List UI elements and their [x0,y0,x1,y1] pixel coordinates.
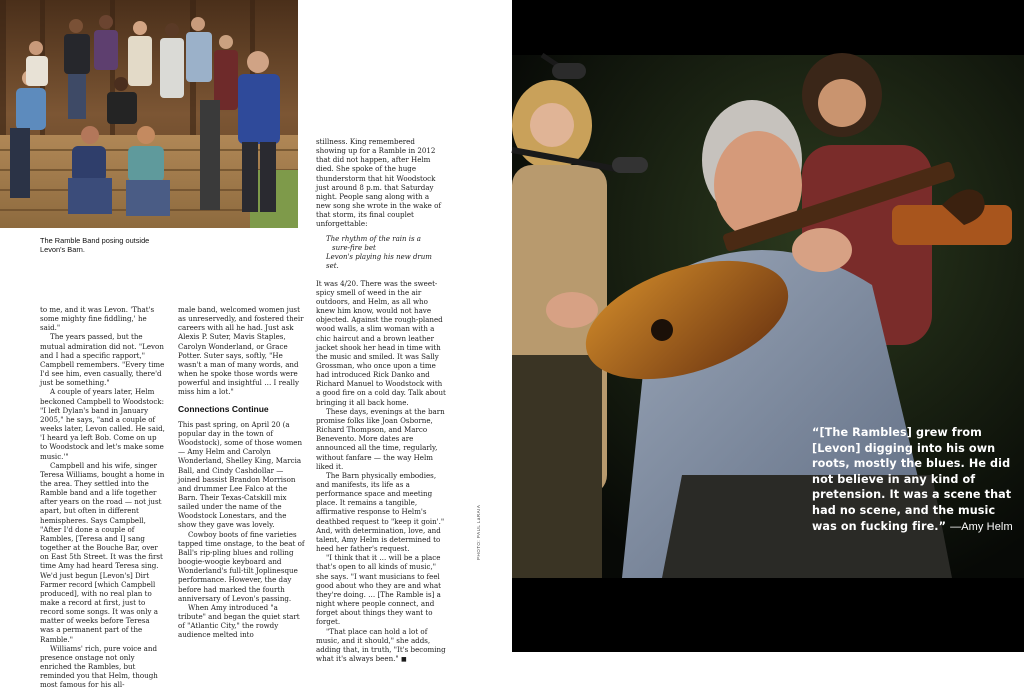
paragraph: Campbell and his wife, singer Teresa Williams, bought a home in the area. They settled into the Ramble band and a life together after years on the road — not just apart, but often in different hemispheres. Says Campbell, "After I'd done a couple of Rambles, [Teresa and I] sang together at the Bouche Bar, over on East 5th Street. It was the first time Amy had heard Teresa sing. We'd just begun [Levon's] Dirt Farmer record [which Campbell produced], with no real plan to make a record at first, just to record some songs. It was only a matter of weeks before Teresa was a permanent part of the Ramble." [40,460,165,644]
paragraph: It was 4/20. There was the sweet-spicy smell of weed in the air outdoors, and Helm, as all who knew him know, would not have objected. Against the rough-planed wood walls, a slim woman with a chic haircut and a brown leather jacket shook her head in time with the music and smiled. It was Sally Grossman, who once upon a time had introduced Rick Danko and Richard Manuel to Woodstock with a good fire on a cold day. Talk about bringing it all back home. [316,278,446,407]
paragraph: male band, welcomed women just as unreservedly, and fostered their careers with all he had. Just ask Alexis P. Suter, Mavis Staples, Carolyn Wonderland, or Grace Potter. Suter says, softly, "He wasn't a man of many words, and when he spoke those words were powerful and insightful … I really miss him a lot." [178,305,304,397]
pull-quote-attribution: —Amy Helm [950,520,1013,533]
poem-couplet [316,235,446,271]
text-column-3 [316,137,446,664]
section-heading: Connections Continue [178,403,269,414]
pull-quote-text: “[The Rambles] grew from [Levon] digging into his own roots, mostly the blues. He did not believe in any kind of pretension. It was a scene that had no scene, and the music was on fucking fire.” [812,426,1012,533]
text-column-1 [40,305,165,690]
pull-quote [812,425,1022,535]
band-photo [0,0,298,228]
photo-caption [40,236,240,254]
caption-line-1: The Ramble Band posing outside [40,236,150,245]
paragraph: "I think that it … will be a place that's open to all kinds of music," she says. "I want musicians to feel good about who they are and what they're doing. … [The Ramble is] a night where people connect, and forget about things they want to forget. [316,553,442,627]
caption-line-2: Levon's Barn. [40,245,85,254]
paragraph: These days, evenings at the barn promise folks like Joan Osborne, Richard Thompson, and Marco Benevento. More dates are announced all the time, regularly, without fanfare — the way Helm liked it. [316,406,445,471]
poem-line: sure-fire bet [332,243,376,252]
band-photo-illustration [0,0,298,228]
end-mark-icon: ■ [400,655,407,663]
paragraph: When Amy introduced "a tribute" and began the quiet start of "Atlantic City," the rowdy audience melted into [178,602,300,640]
paragraph [316,627,446,665]
paragraph: The years passed, but the mutual admiration did not. "Levon and I had a specific rapport," Campbell remembers. "Every time I'd see him, even casually, there'd just be something." [40,332,165,388]
paragraph: to me, and it was Levon. 'That's some mighty fine fiddling,' he said." [40,305,155,333]
paragraph: This past spring, on April 20 (a popular day in the town of Woodstock), some of those women — Amy Helm and Carolyn Wonderland, Shelley King, Marcia Ball, and Cindy Cashdollar — joined bassist Brandon Morrison and drummer Lee Falco at the Barn. Their Texas-Catskill mix sailed under the name of the Woodstock Lonestars, and the show they gave was lovely. [178,419,303,530]
paragraph: stillness. King remembered showing up for a Ramble in 2012 that did not happen, after Helm died. She spoke of the huge thunderstorm that hit Woodstock just around 8 p.m. that Saturday night. People sang along with a new song she wrote in the wake of that storm, its final couplet unforgettable: [316,137,441,229]
paragraph: A couple of years later, Helm beckoned Campbell to Woodstock: "I left Dylan's band in January 2005," he says, "and a couple of weeks later, Levon called. He said, 'I heard ya left Bob. Come on up to Woodstock and let's make some music.'" [40,387,165,461]
paragraph: The Barn physically embodies, and manifests, its life as a performance space and meeting place. It remains a tangible, affirmative response to Helm's deathbed request to "keep it goin'." And, with determination, love, and talent, Amy Helm is determined to heed her father's request. [316,470,445,554]
poem-line: Levon's playing his new drum set. [326,252,432,270]
paragraph-text: "That place can hold a lot of music, and it should," she adds, adding that, in truth, "It's becoming what it's always been." [316,626,446,663]
paragraph: Cowboy boots of fine varieties tapped time onstage, to the beat of Ball's rip-pling blues and rolling boogie-woogie keyboard and Wonderland's full-tilt Joplinesque performance. However, the day before had marked the fourth anniversary of Levon's passing. [178,529,305,603]
poem-line: The rhythm of the rain is a [326,234,421,243]
paragraph: Williams' rich, pure voice and presence onstage not only enriched the Rambles, but reminded you that Helm, though most famous for his all- [40,643,158,690]
right-page [512,0,1024,652]
photo-credit: PHOTO: PAUL LaRAIA [476,504,481,560]
text-column-2 [178,305,306,639]
